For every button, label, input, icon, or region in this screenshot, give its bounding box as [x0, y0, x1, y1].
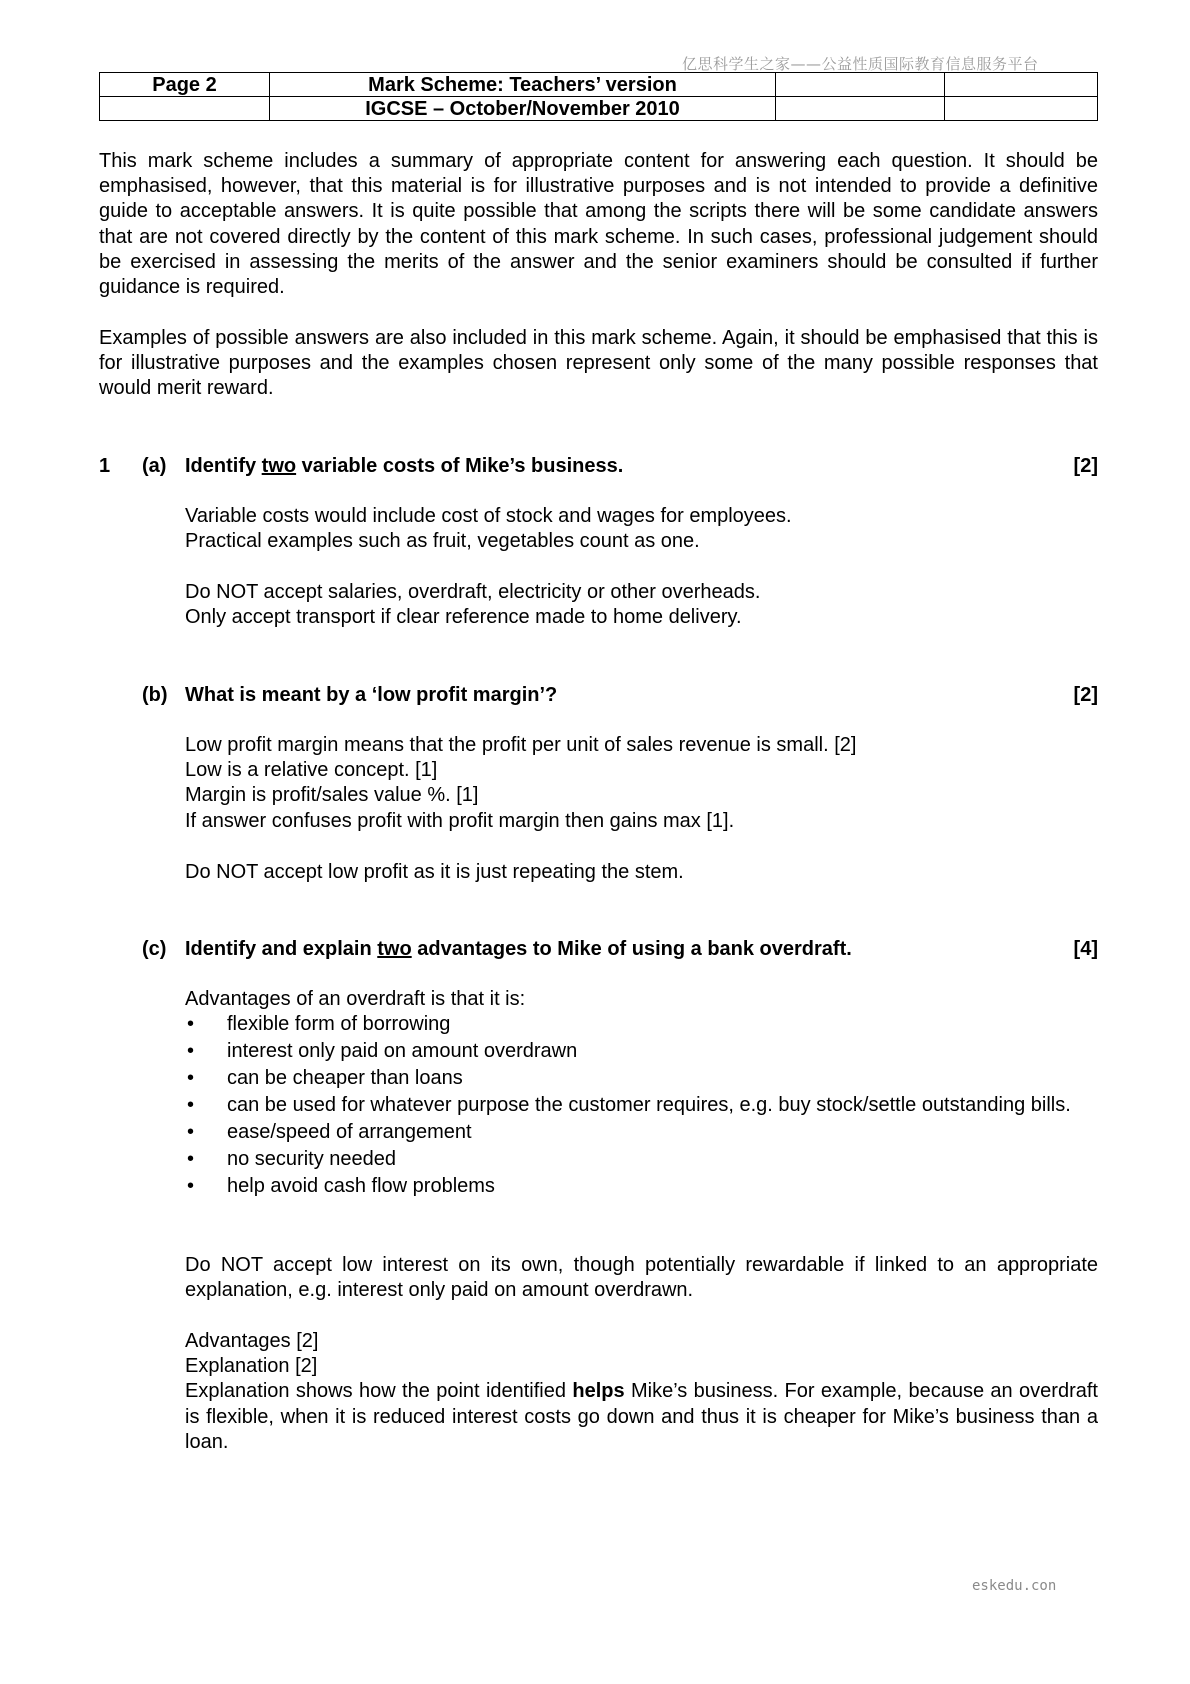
intro-paragraph-2: Examples of possible answers are also included in this mark scheme. Again, it should be emphasised that this is for illustrative purposes and the examples chosen represent only some of the many possible responses that would merit reward.: [99, 327, 1098, 400]
header-empty-cell: [945, 97, 1098, 121]
part-c-label: (c): [142, 938, 167, 960]
part-c-marking-block: [185, 1329, 1098, 1455]
part-a-answer-line: Variable costs would include cost of stock and wages for employees.: [185, 505, 792, 527]
part-a-label: (a): [142, 455, 167, 477]
intro-paragraph-1: This mark scheme includes a summary of appropriate content for answering each question. It should be emphasised, however, that this material is for illustrative purposes and is not intended to provide a definitive guide to acceptable answers. It is quite possible that among the scripts there will be some candidate answers that are not covered directly by the content of this mark scheme. In such cases, professional judgement should be exercised in assessing the merits of the answer and the senior examiners should be consulted if further guidance is required.: [99, 150, 1098, 299]
advantages-list: [185, 1012, 1098, 1199]
header-empty-cell: [945, 73, 1098, 97]
part-c-question: Identify and explain two advantages to Mike of using a bank overdraft.: [185, 938, 852, 960]
header-empty-cell: [776, 97, 945, 121]
list-item: • no security needed: [185, 1147, 1098, 1172]
watermark-text: 亿思科学生之家——公益性质国际教育信息服务平台: [682, 55, 1039, 73]
header-empty-cell: [100, 97, 270, 121]
explanation-marks: Explanation [2]: [185, 1355, 318, 1378]
part-b-label: (b): [142, 684, 168, 706]
part-b-question: What is meant by a ‘low profit margin’?: [185, 684, 558, 706]
part-b-answer-line: If answer confuses profit with profit margin then gains max [1].: [185, 809, 735, 832]
list-item: • help avoid cash flow problems: [185, 1174, 1098, 1199]
part-b-answer-line: Low is a relative concept. [1]: [185, 759, 438, 782]
list-item: • flexible form of borrowing: [185, 1012, 1098, 1037]
part-b-exclusion: Do NOT accept low profit as it is just repeating the stem.: [185, 861, 684, 883]
bullet-icon: •: [187, 1067, 195, 1090]
header-empty-cell: [776, 73, 945, 97]
bullet-icon: •: [187, 1040, 195, 1063]
header-row-2: [100, 97, 1098, 121]
list-item: • interest only paid on amount overdrawn: [185, 1039, 1098, 1064]
part-c-answer-block: [185, 987, 1098, 1201]
footer-watermark: eskedu.con: [972, 1578, 1057, 1594]
list-item: • can be used for whatever purpose the customer requires, e.g. buy stock/settle outstanding bills.: [185, 1093, 1098, 1118]
part-a-exclusion-line: Only accept transport if clear reference made to home delivery.: [185, 606, 742, 629]
document-title: Mark Scheme: Teachers’ version: [270, 73, 776, 97]
part-a-question: Identify two variable costs of Mike’s business.: [185, 455, 624, 477]
part-b-marks: [2]: [1073, 684, 1098, 706]
bullet-icon: •: [187, 1013, 195, 1036]
list-item: • can be cheaper than loans: [185, 1066, 1098, 1091]
header-table: [99, 72, 1098, 121]
part-c-note: Do NOT accept low interest on its own, though potentially rewardable if linked to an appropriate explanation, e.g. interest only paid on amount overdrawn.: [185, 1254, 1098, 1302]
part-b-answer-line: Low profit margin means that the profit per unit of sales revenue is small. [2]: [185, 734, 857, 756]
part-c-intro: Advantages of an overdraft is that it is:: [185, 988, 526, 1010]
part-a-answer-block: [185, 504, 1098, 554]
bullet-icon: •: [187, 1094, 195, 1117]
advantages-marks: Advantages [2]: [185, 1330, 319, 1352]
page-number: Page 2: [100, 73, 270, 97]
bullet-icon: •: [187, 1121, 195, 1144]
bullet-icon: •: [187, 1148, 195, 1171]
list-item: • ease/speed of arrangement: [185, 1120, 1098, 1145]
bullet-icon: •: [187, 1175, 195, 1198]
part-a-exclusion-line: Do NOT accept salaries, overdraft, electricity or other overheads.: [185, 581, 761, 603]
part-b-answer-line: Margin is profit/sales value %. [1]: [185, 784, 479, 807]
part-b-answer-block: [185, 733, 1098, 834]
question-number: 1: [99, 455, 111, 477]
part-a-answer-line: Practical examples such as fruit, vegetables count as one.: [185, 530, 700, 553]
exam-session: IGCSE – October/November 2010: [270, 97, 776, 121]
header-row-1: [100, 73, 1098, 97]
part-a-exclusions-block: [185, 580, 1098, 630]
explanation-guidance: Explanation shows how the point identified helps Mike’s business. For example, because an overdraft is flexible, when it is reduced interest costs go down and thus it is cheaper for Mike’s business than a loan.: [185, 1380, 1098, 1453]
part-c-marks: [4]: [1073, 938, 1098, 960]
part-a-marks: [2]: [1073, 455, 1098, 477]
